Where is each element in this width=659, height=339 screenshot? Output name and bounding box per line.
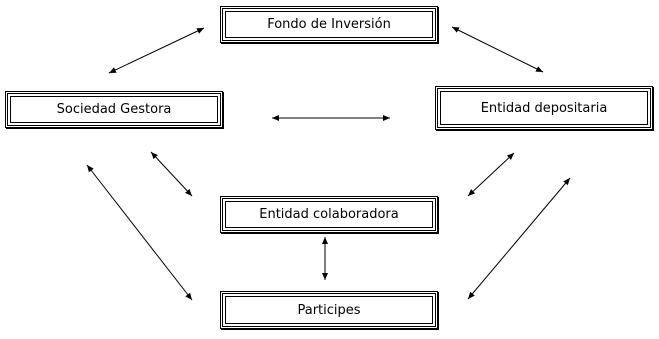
node-sociedad-gestora xyxy=(5,91,223,128)
node-inner-frame xyxy=(10,96,218,123)
arrow-gestora-participes xyxy=(87,165,192,300)
node-inner-frame xyxy=(225,11,433,38)
arrow-gestora-fondo xyxy=(109,28,204,73)
arrow-fondo-depositaria xyxy=(452,27,543,72)
node-label: Fondo de Inversión xyxy=(267,17,391,32)
node-entidad-depositaria xyxy=(435,86,653,130)
node-inner-frame xyxy=(440,91,648,125)
node-participes xyxy=(220,291,438,329)
node-label: Entidad colaboradora xyxy=(259,207,399,222)
node-label: Entidad depositaria xyxy=(480,100,608,116)
node-inner-frame xyxy=(225,296,433,324)
node-entidad-colaboradora xyxy=(220,196,438,233)
node-fondo-de-inversion xyxy=(220,6,438,43)
node-label: Participes xyxy=(297,302,361,318)
node-inner-frame xyxy=(225,201,433,228)
arrow-depositaria-colaboradora xyxy=(468,153,514,196)
arrow-gestora-colaboradora xyxy=(151,152,192,196)
node-label: Sociedad Gestora xyxy=(56,102,172,117)
arrow-depositaria-participes xyxy=(468,178,570,299)
